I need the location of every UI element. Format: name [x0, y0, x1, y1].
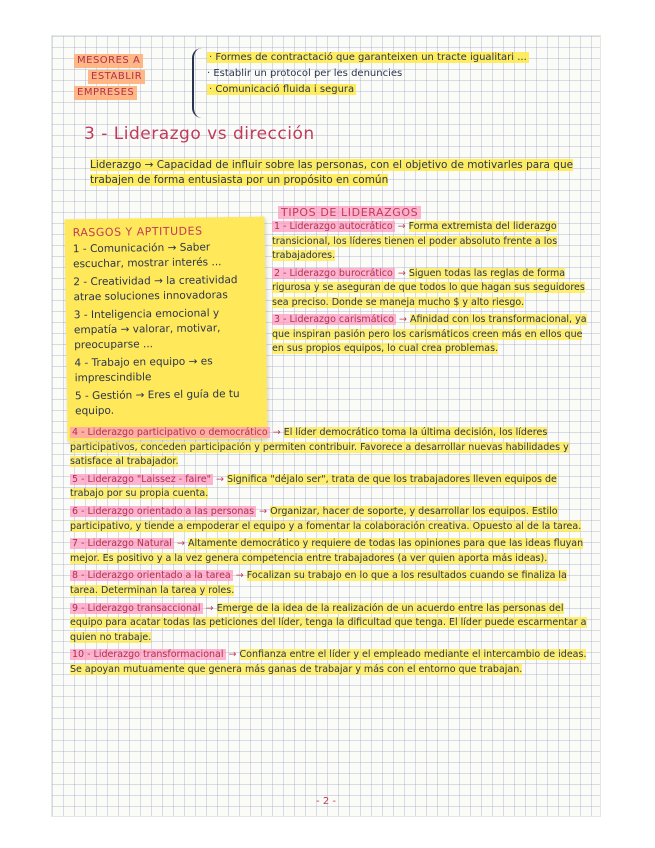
list-item: 1 - Comunicación → Saber escuchar, mostrar interés ... [72, 241, 222, 271]
list-item: 1 - Liderazgo autocrático → Forma extremista del liderazgo transicional, los líderes tienen el poder absoluto frente a los trabajadores. [272, 221, 558, 261]
list-item: 4 - Trabajo en equipo → es imprescindible [74, 355, 213, 385]
mejores-list [207, 50, 587, 98]
list-item: 7 - Liderazgo Natural → Altamente democrático y requiere de todas las opiniones para que las ideas fluyan mejor. Es positivo y a la vez genera competencia entre trabajadores (a ver quien aporta más ideas). [70, 538, 584, 564]
list-item: · Establir un protocol per les denuncies [207, 68, 403, 79]
list-item: 5 - Gestión → Eres el guía de tu equipo. [74, 387, 240, 418]
list-item: · Formes de contractació que garanteixen un tracte igualitari ... [209, 52, 527, 63]
rasgos-title: RASGOS Y APTITUDES [72, 224, 203, 240]
list-item: 3 - Inteligencia emocional y empatía → valorar, motivar, preocuparse ... [73, 307, 221, 352]
mejores-label-line-2: ESTABLIR [88, 70, 145, 84]
list-item: 6 - Liderazgo orientado a las personas → Organizar, hacer de soporte, y desarrollar los equipos. Estilo participativo, y tiende a empoderar el equipo y a fomentar la colaboración creativa. Opuesto al de la tarea. [70, 505, 582, 532]
list-item: 2 - Creatividad → la creatividad atrae soluciones innovadoras [73, 273, 238, 304]
tipos-title: TIPOS DE LIDERAZGOS [278, 206, 421, 219]
mejores-label-line-3: EMPRESES [74, 86, 137, 100]
page-number: - 2 - [316, 796, 336, 807]
list-item: 5 - Liderazgo "Laissez - faire" → Significa "déjalo ser", trata de que los trabajadores lleven equipos de trabajo por su propia cuenta. [70, 473, 557, 500]
section-heading: 3 - Liderazgo vs dirección [84, 124, 315, 144]
curly-brace [192, 48, 208, 118]
list-item: 4 - Liderazgo participativo o democrático → El líder democrático toma la última decisión, los líderes participativos, conceden participación y permiten contribuir. Favorece a desarrollar nuevas habilidades y satisface al trabajador. [70, 427, 569, 468]
list-item: 8 - Liderazgo orientado a la tarea → Focalizan su trabajo en lo que a los resultados cuando se finaliza la tarea. Determinan la tarea y roles. [70, 570, 567, 596]
notebook-page [52, 36, 600, 816]
definition [90, 158, 580, 188]
definition-text: Liderazgo → Capacidad de influir sobre las personas, con el objetivo de motivarles para que trabajen de forma entusiasta por un propósito en común [90, 159, 574, 186]
list-item: 9 - Liderazgo transaccional → Emerge de la idea de la realización de un acuerdo entre las personas del equipo para acatar todas las peticiones del líder, tenga la dificultad que tenga. El líder puede escarmentar a quien no trabaje. [70, 602, 587, 643]
list-item: · Comunicació fluida i segura [209, 84, 355, 95]
list-item: 2 - Liderazgo burocrático → Siguen todas las reglas de forma rigurosa y se aseguran de que todos lo que hagan sus seguidores sea preciso. Donde se maneja mucho $ y alto riesgo. [272, 267, 585, 308]
mejores-label [74, 54, 182, 102]
sticky-note [64, 217, 267, 442]
list-item: 3 - Liderazgo carismático → Afinidad con los transformacional, ya que inspiran pasión pero los carismáticos creen más en ellos que en sus propios equipos, lo cual crea problemas. [272, 314, 587, 354]
mejores-label-line-1: MESORES A [74, 54, 143, 68]
tipos-list-bottom [70, 426, 590, 681]
list-item: 10 - Liderazgo transformacional → Confianza entre el líder y el empleado mediante el intercambio de ideas. Se apoyan mutuamente que genera más ganas de trabajar y más con el entorno que trabajan. [70, 649, 587, 675]
tipos-list-top [272, 220, 592, 360]
